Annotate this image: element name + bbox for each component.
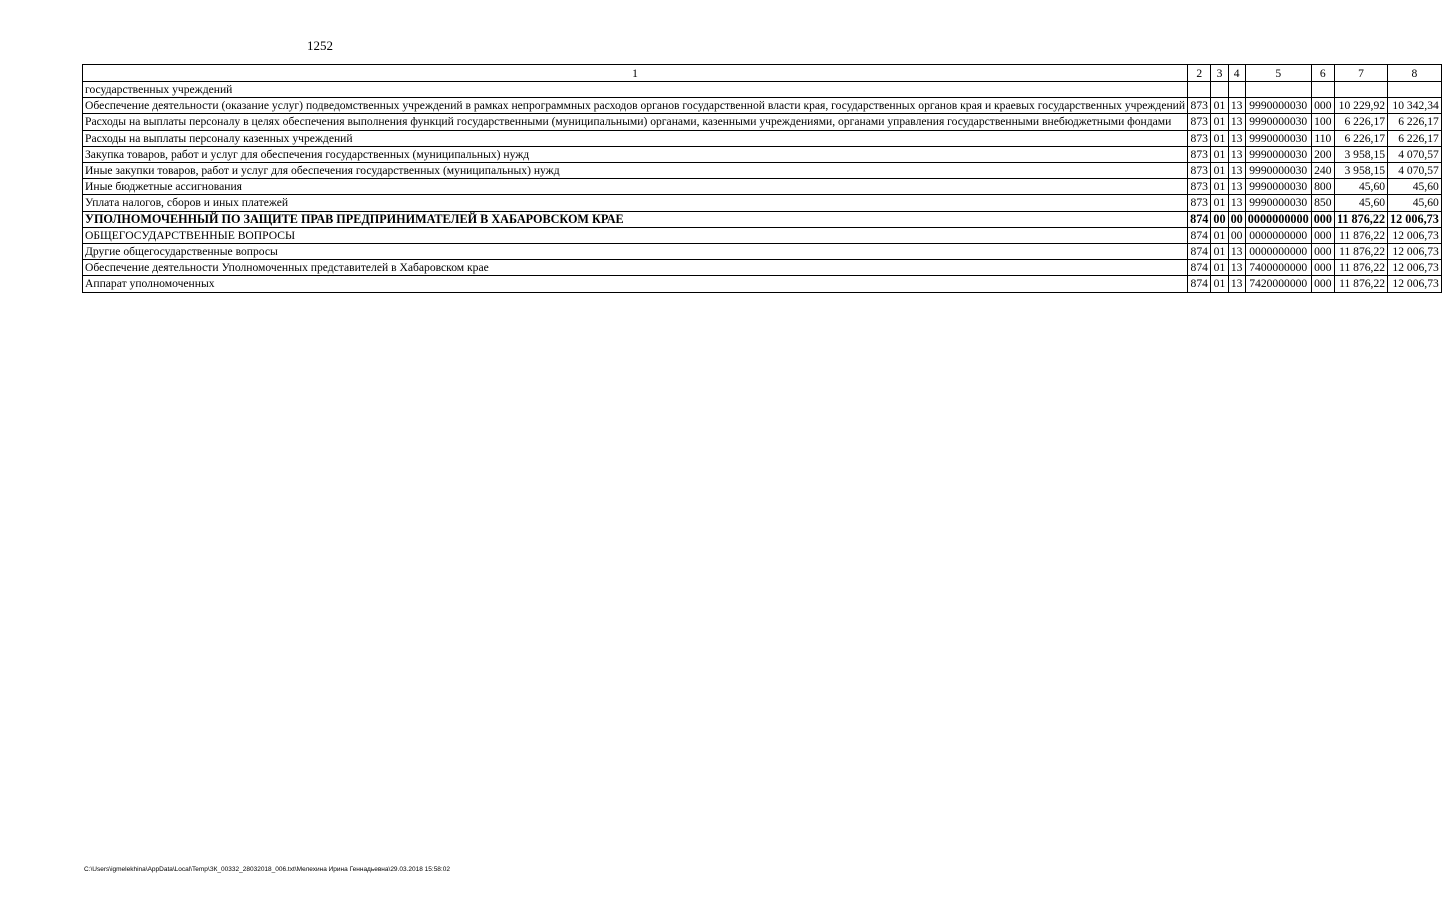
cell-target-article: 9990000030 <box>1245 98 1311 114</box>
column-header: 1 <box>83 65 1188 82</box>
column-header: 7 <box>1334 65 1387 82</box>
cell-subsection: 13 <box>1228 130 1245 146</box>
cell-subsection: 13 <box>1228 260 1245 276</box>
cell-expense-type: 850 <box>1311 195 1334 211</box>
column-header: 3 <box>1211 65 1228 82</box>
cell-amount-7 <box>1334 82 1387 98</box>
row-name: Другие общегосударственные вопросы <box>83 244 1188 260</box>
table-row <box>83 179 1442 195</box>
cell-section: 01 <box>1211 276 1228 292</box>
cell-amount-7: 45,60 <box>1334 195 1387 211</box>
cell-expense-type <box>1311 82 1334 98</box>
cell-expense-type: 000 <box>1311 227 1334 243</box>
cell-admin: 874 <box>1188 260 1211 276</box>
cell-section: 01 <box>1211 146 1228 162</box>
column-header: 8 <box>1388 65 1442 82</box>
cell-amount-7: 11 876,22 <box>1334 227 1387 243</box>
cell-subsection: 00 <box>1228 227 1245 243</box>
cell-section: 01 <box>1211 163 1228 179</box>
cell-amount-7: 11 876,22 <box>1334 211 1387 227</box>
cell-expense-type: 000 <box>1311 244 1334 260</box>
row-name: Обеспечение деятельности (оказание услуг) подведомственных учреждений в рамках непрограммных расходов органов государственной власти края, государственных органов края и краевых государственных учреждений <box>83 98 1188 114</box>
cell-target-article: 9990000030 <box>1245 195 1311 211</box>
cell-expense-type: 110 <box>1311 130 1334 146</box>
row-name: Расходы на выплаты персоналу казенных учреждений <box>83 130 1188 146</box>
cell-admin: 874 <box>1188 211 1211 227</box>
column-header: 4 <box>1228 65 1245 82</box>
cell-section: 01 <box>1211 179 1228 195</box>
table-row <box>83 130 1442 146</box>
cell-amount-8: 4 070,57 <box>1388 163 1442 179</box>
cell-admin: 873 <box>1188 163 1211 179</box>
cell-subsection: 13 <box>1228 146 1245 162</box>
cell-admin: 873 <box>1188 98 1211 114</box>
cell-amount-7: 10 229,92 <box>1334 98 1387 114</box>
cell-target-article: 0000000000 <box>1245 227 1311 243</box>
cell-amount-7: 11 876,22 <box>1334 260 1387 276</box>
cell-amount-8: 45,60 <box>1388 179 1442 195</box>
cell-amount-8: 12 006,73 <box>1388 260 1442 276</box>
cell-subsection: 13 <box>1228 179 1245 195</box>
row-name: ОБЩЕГОСУДАРСТВЕННЫЕ ВОПРОСЫ <box>83 227 1188 243</box>
cell-subsection: 13 <box>1228 163 1245 179</box>
cell-amount-8: 6 226,17 <box>1388 114 1442 130</box>
cell-expense-type: 800 <box>1311 179 1334 195</box>
cell-target-article: 0000000000 <box>1245 211 1311 227</box>
cell-admin: 873 <box>1188 195 1211 211</box>
cell-section: 01 <box>1211 260 1228 276</box>
cell-section: 01 <box>1211 114 1228 130</box>
cell-amount-8: 6 226,17 <box>1388 130 1442 146</box>
row-name: Закупка товаров, работ и услуг для обеспечения государственных (муниципальных) нужд <box>83 146 1188 162</box>
table-row <box>83 98 1442 114</box>
cell-subsection: 13 <box>1228 114 1245 130</box>
cell-admin: 873 <box>1188 130 1211 146</box>
cell-admin: 873 <box>1188 179 1211 195</box>
cell-section: 01 <box>1211 98 1228 114</box>
cell-amount-7: 11 876,22 <box>1334 276 1387 292</box>
file-path-footer: C:\Users\igmelekhina\AppData\Local\Temp\ЗК_00332_28032018_006.txt\Мелехина Ирина Геннадьевна\29.03.2018 15:58:02 <box>84 866 450 873</box>
cell-subsection: 13 <box>1228 98 1245 114</box>
cell-admin: 874 <box>1188 244 1211 260</box>
cell-amount-8: 45,60 <box>1388 195 1442 211</box>
table-row <box>83 195 1442 211</box>
cell-target-article: 0000000000 <box>1245 244 1311 260</box>
cell-target-article <box>1245 82 1311 98</box>
cell-expense-type: 000 <box>1311 98 1334 114</box>
cell-section <box>1211 82 1228 98</box>
table-row <box>83 244 1442 260</box>
row-name: Иные бюджетные ассигнования <box>83 179 1188 195</box>
cell-section: 01 <box>1211 130 1228 146</box>
cell-section: 00 <box>1211 211 1228 227</box>
budget-table <box>82 64 1442 293</box>
cell-target-article: 9990000030 <box>1245 163 1311 179</box>
cell-target-article: 9990000030 <box>1245 146 1311 162</box>
cell-amount-7: 11 876,22 <box>1334 244 1387 260</box>
cell-expense-type: 000 <box>1311 276 1334 292</box>
cell-admin: 873 <box>1188 114 1211 130</box>
table-row <box>83 276 1442 292</box>
row-name: Расходы на выплаты персоналу в целях обеспечения выполнения функций государственными (муниципальными) органами, казенными учреждениями, органами управления государственными внебюджетными фондами <box>83 114 1188 130</box>
cell-amount-8: 10 342,34 <box>1388 98 1442 114</box>
cell-amount-7: 6 226,17 <box>1334 130 1387 146</box>
cell-amount-7: 3 958,15 <box>1334 146 1387 162</box>
cell-section: 01 <box>1211 195 1228 211</box>
cell-subsection: 13 <box>1228 195 1245 211</box>
table-row <box>83 146 1442 162</box>
cell-target-article: 9990000030 <box>1245 114 1311 130</box>
cell-expense-type: 200 <box>1311 146 1334 162</box>
cell-amount-8: 12 006,73 <box>1388 244 1442 260</box>
table-row <box>83 114 1442 130</box>
cell-admin: 874 <box>1188 227 1211 243</box>
row-name: Иные закупки товаров, работ и услуг для обеспечения государственных (муниципальных) нужд <box>83 163 1188 179</box>
cell-subsection: 00 <box>1228 211 1245 227</box>
cell-amount-7: 3 958,15 <box>1334 163 1387 179</box>
cell-amount-8: 12 006,73 <box>1388 227 1442 243</box>
cell-subsection <box>1228 82 1245 98</box>
cell-section: 01 <box>1211 227 1228 243</box>
column-header-row <box>83 65 1442 82</box>
cell-amount-7: 6 226,17 <box>1334 114 1387 130</box>
cell-target-article: 7400000000 <box>1245 260 1311 276</box>
table-row <box>83 82 1442 98</box>
cell-expense-type: 000 <box>1311 260 1334 276</box>
cell-admin: 873 <box>1188 146 1211 162</box>
cell-expense-type: 240 <box>1311 163 1334 179</box>
table-row <box>83 260 1442 276</box>
column-header: 6 <box>1311 65 1334 82</box>
table-row <box>83 163 1442 179</box>
table-row <box>83 227 1442 243</box>
cell-amount-8 <box>1388 82 1442 98</box>
cell-target-article: 9990000030 <box>1245 179 1311 195</box>
cell-expense-type: 000 <box>1311 211 1334 227</box>
row-name: УПОЛНОМОЧЕННЫЙ ПО ЗАЩИТЕ ПРАВ ПРЕДПРИНИМАТЕЛЕЙ В ХАБАРОВСКОМ КРАЕ <box>83 211 1188 227</box>
cell-amount-8: 12 006,73 <box>1388 211 1442 227</box>
cell-section: 01 <box>1211 244 1228 260</box>
cell-amount-8: 4 070,57 <box>1388 146 1442 162</box>
cell-admin: 874 <box>1188 276 1211 292</box>
cell-target-article: 9990000030 <box>1245 130 1311 146</box>
page-number: 1252 <box>307 38 333 53</box>
cell-expense-type: 100 <box>1311 114 1334 130</box>
cell-subsection: 13 <box>1228 276 1245 292</box>
row-name: Обеспечение деятельности Уполномоченных представителей в Хабаровском крае <box>83 260 1188 276</box>
row-name: Уплата налогов, сборов и иных платежей <box>83 195 1188 211</box>
cell-target-article: 7420000000 <box>1245 276 1311 292</box>
cell-amount-8: 12 006,73 <box>1388 276 1442 292</box>
cell-admin <box>1188 82 1211 98</box>
table-row-section-heading <box>83 211 1442 227</box>
row-name: государственных учреждений <box>83 82 1188 98</box>
cell-amount-7: 45,60 <box>1334 179 1387 195</box>
cell-subsection: 13 <box>1228 244 1245 260</box>
row-name: Аппарат уполномоченных <box>83 276 1188 292</box>
column-header: 5 <box>1245 65 1311 82</box>
column-header: 2 <box>1188 65 1211 82</box>
